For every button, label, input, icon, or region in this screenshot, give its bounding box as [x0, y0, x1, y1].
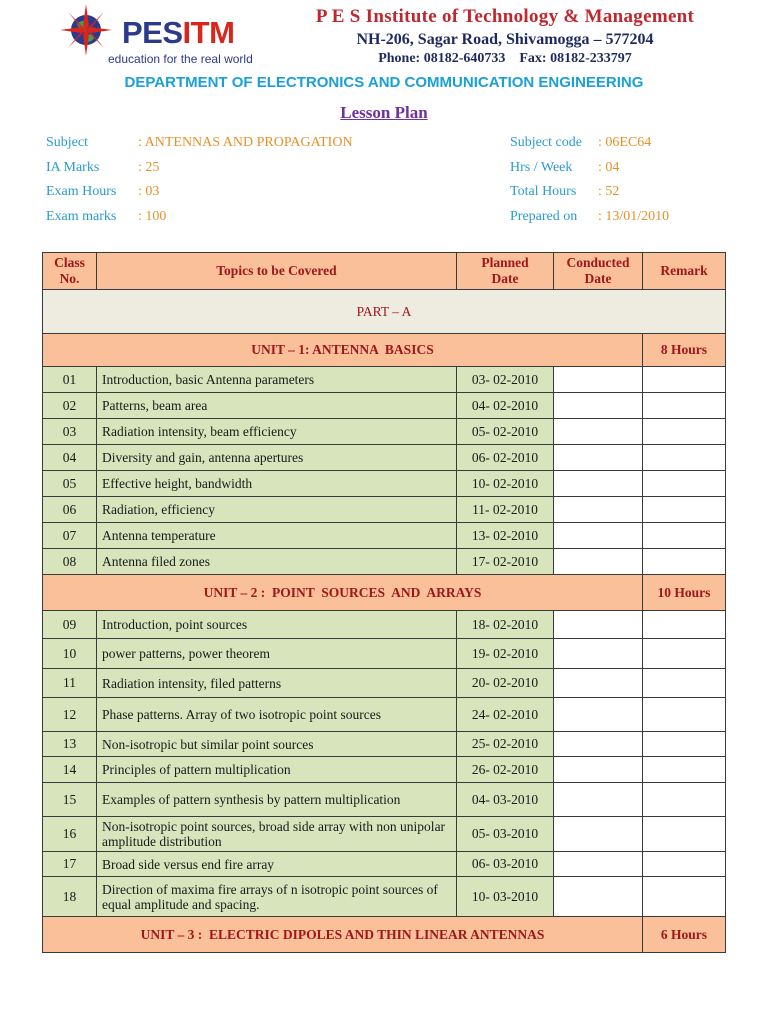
remark-cell: [643, 698, 726, 732]
topic-cell: Introduction, point sources: [97, 611, 457, 639]
planned-date-cell: 06- 02-2010: [457, 445, 554, 471]
planned-date-cell: 10- 02-2010: [457, 471, 554, 497]
conducted-date-cell: [554, 852, 643, 877]
remark-cell: [643, 471, 726, 497]
topic-cell: Radiation intensity, filed patterns: [97, 669, 457, 698]
info-subject: Subject : ANTENNAS AND PROPAGATION: [46, 135, 353, 150]
remark-cell: [643, 393, 726, 419]
header-topics: Topics to be Covered: [97, 253, 457, 290]
unit-3-hours: 6 Hours: [643, 917, 726, 953]
class-no-cell: 18: [43, 877, 97, 917]
institute-phone: Phone: 08182-640733 Fax: 08182-233797: [378, 51, 632, 66]
conducted-date-cell: [554, 669, 643, 698]
info-prepared-on: Prepared on : 13/01/2010: [510, 208, 670, 224]
lesson-plan-table: [42, 252, 726, 953]
conducted-date-cell: [554, 549, 643, 575]
remark-cell: [643, 757, 726, 783]
topic-cell: Examples of pattern synthesis by pattern multiplication: [97, 783, 457, 817]
topic-cell: Phase patterns. Array of two isotropic point sources: [97, 698, 457, 732]
table-row: [43, 783, 726, 817]
topic-cell: Effective height, bandwidth: [97, 471, 457, 497]
conducted-date-cell: [554, 783, 643, 817]
planned-date-cell: 05- 03-2010: [457, 817, 554, 852]
table-row: [43, 852, 726, 877]
institute-address: NH-206, Sagar Road, Shivamogga – 577204: [356, 31, 654, 48]
topic-cell: power patterns, power theorem: [97, 639, 457, 669]
topic-cell: Antenna temperature: [97, 523, 457, 549]
table-row: [43, 523, 726, 549]
class-no-cell: 14: [43, 757, 97, 783]
table-row: [43, 471, 726, 497]
info-subject-code: Subject code : 06EC64: [510, 135, 652, 150]
institute-logo: [50, 2, 290, 66]
planned-date-cell: 04- 03-2010: [457, 783, 554, 817]
class-no-cell: 12: [43, 698, 97, 732]
remark-cell: [643, 611, 726, 639]
unit-row: [43, 575, 726, 611]
logo-itm: ITM: [182, 15, 235, 50]
header-remark: Remark: [643, 253, 726, 290]
conducted-date-cell: [554, 611, 643, 639]
remark-cell: [643, 639, 726, 669]
topic-cell: Patterns, beam area: [97, 393, 457, 419]
topic-cell: Non-isotropic but similar point sources: [97, 732, 457, 757]
department-title: DEPARTMENT OF ELECTRONICS AND COMMUNICATION ENGINEERING: [124, 74, 644, 91]
subject-info-left: [46, 131, 353, 229]
remark-cell: [643, 497, 726, 523]
header-conducted-date: Conducted Date: [554, 253, 643, 290]
conducted-date-cell: [554, 639, 643, 669]
remark-cell: [643, 549, 726, 575]
info-ia-marks: IA Marks : 25: [46, 159, 160, 175]
class-no-cell: 06: [43, 497, 97, 523]
table-row: [43, 757, 726, 783]
conducted-date-cell: [554, 471, 643, 497]
conducted-date-cell: [554, 817, 643, 852]
topic-cell: Radiation, efficiency: [97, 497, 457, 523]
table-row: [43, 639, 726, 669]
planned-date-cell: 04- 02-2010: [457, 393, 554, 419]
class-no-cell: 02: [43, 393, 97, 419]
info-hrs-week: Hrs / Week : 04: [510, 159, 620, 175]
lesson-plan-title: [0, 103, 768, 123]
conducted-date-cell: [554, 698, 643, 732]
logo-pes: PES: [122, 15, 183, 50]
unit-1-rows: [43, 367, 726, 575]
topic-cell: Principles of pattern multiplication: [97, 757, 457, 783]
remark-cell: [643, 445, 726, 471]
class-no-cell: 15: [43, 783, 97, 817]
table-row: [43, 549, 726, 575]
class-no-cell: 05: [43, 471, 97, 497]
topic-cell: Non-isotropic point sources, broad side array with non unipolar amplitude distribution: [97, 817, 457, 852]
planned-date-cell: 20- 02-2010: [457, 669, 554, 698]
class-no-cell: 13: [43, 732, 97, 757]
table-row: [43, 445, 726, 471]
part-row: [43, 290, 726, 334]
class-no-cell: 07: [43, 523, 97, 549]
unit-1-hours: 8 Hours: [643, 334, 726, 367]
remark-cell: [643, 852, 726, 877]
topic-cell: Diversity and gain, antenna apertures: [97, 445, 457, 471]
logo-wordmark: [122, 17, 234, 48]
unit-row: [43, 334, 726, 367]
class-no-cell: 16: [43, 817, 97, 852]
subject-info-right: [510, 131, 669, 229]
class-no-cell: 09: [43, 611, 97, 639]
table-row: [43, 497, 726, 523]
topic-cell: Direction of maxima fire arrays of n isotropic point sources of equal amplitude and spacing.: [97, 877, 457, 917]
remark-cell: [643, 783, 726, 817]
header-planned-date: Planned Date: [457, 253, 554, 290]
part-a-label: PART – A: [43, 290, 726, 334]
conducted-date-cell: [554, 523, 643, 549]
planned-date-cell: 18- 02-2010: [457, 611, 554, 639]
planned-date-cell: 10- 03-2010: [457, 877, 554, 917]
conducted-date-cell: [554, 393, 643, 419]
header-class-no: Class No.: [43, 253, 97, 290]
planned-date-cell: 17- 02-2010: [457, 549, 554, 575]
topic-cell: Broad side versus end fire array: [97, 852, 457, 877]
lesson-plan-label: Lesson Plan: [340, 103, 428, 122]
unit-3-title: UNIT – 3 : ELECTRIC DIPOLES AND THIN LINEAR ANTENNAS: [43, 917, 643, 953]
planned-date-cell: 06- 03-2010: [457, 852, 554, 877]
planned-date-cell: 24- 02-2010: [457, 698, 554, 732]
remark-cell: [643, 817, 726, 852]
unit-2-rows: [43, 611, 726, 917]
table-row: [43, 669, 726, 698]
table-row: [43, 611, 726, 639]
table-header-row: [43, 253, 726, 290]
unit-2-hours: 10 Hours: [643, 575, 726, 611]
remark-cell: [643, 523, 726, 549]
unit-row: [43, 917, 726, 953]
table-row: [43, 877, 726, 917]
planned-date-cell: 03- 02-2010: [457, 367, 554, 393]
class-no-cell: 10: [43, 639, 97, 669]
remark-cell: [643, 732, 726, 757]
table-row: [43, 732, 726, 757]
info-total-hours: Total Hours : 52: [510, 184, 620, 199]
remark-cell: [643, 877, 726, 917]
remark-cell: [643, 419, 726, 445]
conducted-date-cell: [554, 757, 643, 783]
class-no-cell: 04: [43, 445, 97, 471]
table-row: [43, 698, 726, 732]
unit-1-title: UNIT – 1: ANTENNA BASICS: [43, 334, 643, 367]
planned-date-cell: 26- 02-2010: [457, 757, 554, 783]
conducted-date-cell: [554, 732, 643, 757]
remark-cell: [643, 669, 726, 698]
class-no-cell: 17: [43, 852, 97, 877]
class-no-cell: 03: [43, 419, 97, 445]
logo-tagline: education for the real world: [108, 52, 253, 66]
table-row: [43, 419, 726, 445]
conducted-date-cell: [554, 367, 643, 393]
info-exam-marks: Exam marks : 100: [46, 208, 167, 224]
planned-date-cell: 05- 02-2010: [457, 419, 554, 445]
class-no-cell: 08: [43, 549, 97, 575]
planned-date-cell: 19- 02-2010: [457, 639, 554, 669]
page-header: [0, 0, 768, 70]
institute-name: P E S Institute of Technology & Management: [315, 6, 695, 27]
class-no-cell: 01: [43, 367, 97, 393]
table-row: [43, 817, 726, 852]
table-row: [43, 393, 726, 419]
unit-2-title: UNIT – 2 : POINT SOURCES AND ARRAYS: [43, 575, 643, 611]
remark-cell: [643, 367, 726, 393]
topic-cell: Antenna filed zones: [97, 549, 457, 575]
conducted-date-cell: [554, 419, 643, 445]
conducted-date-cell: [554, 497, 643, 523]
topic-cell: Introduction, basic Antenna parameters: [97, 367, 457, 393]
table-row: [43, 367, 726, 393]
planned-date-cell: 25- 02-2010: [457, 732, 554, 757]
conducted-date-cell: [554, 445, 643, 471]
planned-date-cell: 11- 02-2010: [457, 497, 554, 523]
topic-cell: Radiation intensity, beam efficiency: [97, 419, 457, 445]
conducted-date-cell: [554, 877, 643, 917]
class-no-cell: 11: [43, 669, 97, 698]
info-exam-hours: Exam Hours : 03: [46, 184, 160, 199]
planned-date-cell: 13- 02-2010: [457, 523, 554, 549]
